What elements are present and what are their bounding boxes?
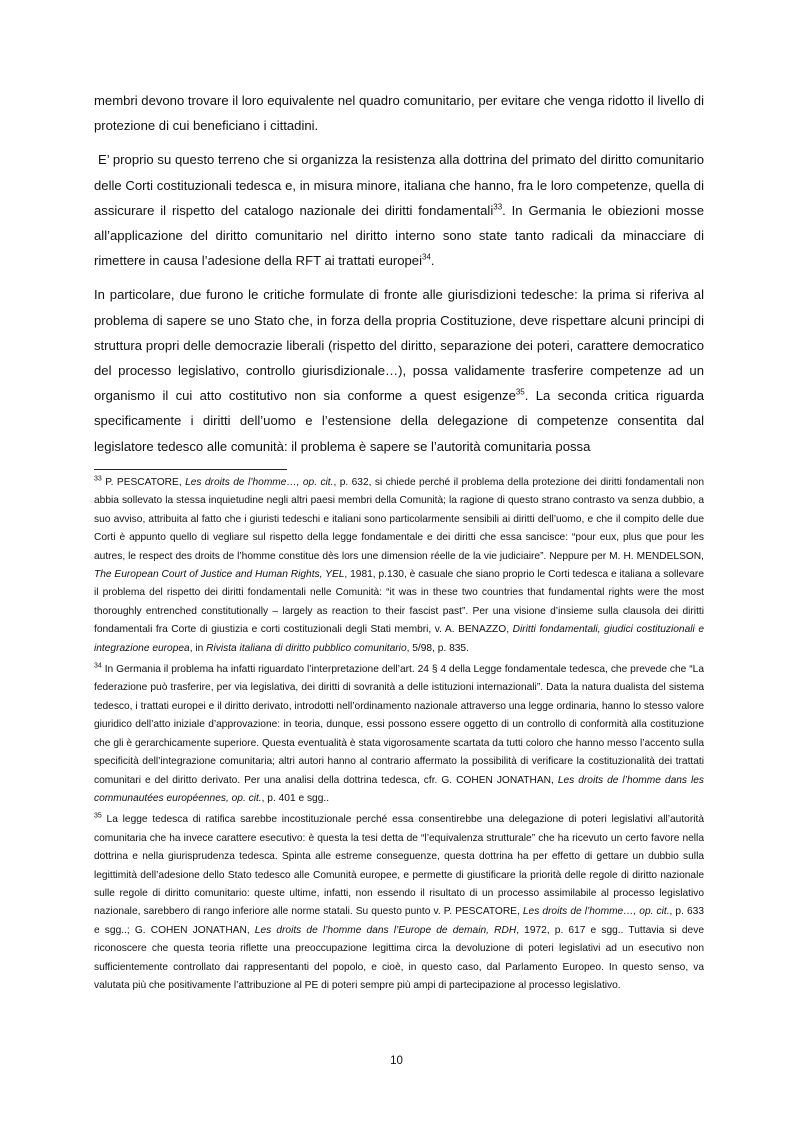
page-number: 10 — [390, 1055, 403, 1067]
footnotes — [94, 474, 704, 998]
footnote-34: $^{34}$ In Germania il problema ha infatti riguardato l’interpretazione dell’art. 24 § 4 della Legge fondamentale tedesca, che prevede che “La federazione può trasferire, per via legislativa, dei diritti di sovranità a delle istituzioni internazionali”. Data la natura dualista del sistema tedesco, i trattati europei e il diritto derivato, introdotti nell’ordinamento nazionale attraverso una legge ordinaria, hanno lo stesso valore giuridico dell’atto iniziale d’approvazione: in teoria, dunque, essi possono essere oggetto di un controllo di conformità alla costituzione che gli è gerarchicamente superiore. Questa eventualità è stata vigorosamente scartata da tutti coloro che hanno messo l’accento sulla specificità dell’integrazione comunitaria; altri autori hanno al contrario affermato la possibilità di verificare la costituzionalità dei trattati comunitari e del diritto derivato. Per una analisi della dottrina tedesca, cfr. G. COHEN JONATHAN, Les droits de l’homme dans les communautées européennes, op. cit., p. 401 e sgg.. — [94, 662, 704, 804]
footnote-ref-34[interactable]: 34 — [422, 252, 431, 262]
footnote-ref-33[interactable]: 33 — [493, 202, 503, 212]
paragraph-1: membri devono trovare il loro equivalente nel quadro comunitario, per evitare che venga ridotto il livello di protezione di cui beneficiano i cittadini. — [94, 93, 704, 134]
paragraph-3: In particolare, due furono le critiche formulate di fronte alle giurisdizioni tedesche: la prima si riferiva al problema di sapere se uno Stato che, in forza della propria Costituzione, deve rispettare alcuni principi di struttura propri delle democrazie liberali (rispetto del diritto, separazione dei poteri, carattere democratico del processo legislativo, controllo giurisdizionale…), possa validamente trasferire competenze ad un organismo il cui atto costitutivo non sia conforme a quest esigenze$^{35}$. La seconda critica riguarda specificamente i diritti dell’uomo e l’estensione della delegazione di competenze consentita dal legislatore tedesco alle comunità: il problema è sapere se l’autorità comunitaria possa — [94, 287, 704, 454]
paragraph-2: E’ proprio su questo terreno che si organizza la resistenza alla dottrina del primato del diritto comunitario delle Corti costituzionali tedesca e, in misura minore, italiana che hanno, fra le loro competenze, quella di assicurare il rispetto del catalogo nazionale dei diritti fondamentali$^{33}$. In Germania le obiezioni mosse all’applicazione del diritto comunitario nel diritto interno sono state tanto radicali da minacciare di rimettere in causa l’adesione della RFT ai trattati europei$^{34}$. — [94, 152, 704, 269]
footnote-33: $^{33}$ P. PESCATORE, Les droits de l’homme…, op. cit., p. 632, si chiede perché il problema della protezione dei diritti fondamentali non abbia sollevato la stessa inquietudine negli altri paesi membri della Comunità; la ragione di questo strano contrasto va senza dubbio, a suo avviso, attribuita al fatto che i giuristi tedeschi e italiani sono particolarmente sensibili ai diritti dell’uomo, e che il compito delle due Corti è appunto quello di vegliare sul rispetto della legge fondamentale e dei diritti che essa sancisce: “pour eux, plus que pour les autres, le respect des droits de l’homme constitue dès lors une dimension réelle de la vie judiciaire”. Neppure per M. H. MENDELSON, The European Court of Justice and Human Rights, YEL, 1981, p.130, è casuale che siano proprio le Corti tedesca e italiana a sollevare il problema del rispetto dei diritti fondamentali nelle Comunità: “it was in these two countries that fundamental rights were the most thoroughly entrenched constitutionally – largely as reaction to their fascist past”. Per una visione d’insieme sulla clausola dei diritti fondamentali fra Corte di giustizia e corti costituzionali degli Stati membri, v. A. BENAZZO, Diritti fondamentali, giudici costituzionali e integrazione europea, in Rivista italiana di diritto pubblico comunitario, 5/98, p. 835. — [94, 475, 705, 654]
footnote-separator — [94, 469, 287, 470]
footnote-35: $^{35}$ La legge tedesca di ratifica sarebbe incostituzionale perché essa consentirebbe una delegazione di poteri legislativi all’autorità comunitaria che ha invece carattere esecutivo: è questa la tesi detta de “l’equivalenza strutturale” che ha ricevuto un certo favore nella dottrina e nella giurisprudenza tedesca. Spinta alle estreme conseguenze, questa dottrina ha per effetto di gettare un dubbio sulla legittimità dell’adesione dello Stato tedesco alle Comunità europee, e permette di giustificare la priorità delle regole di diritto nazionale sulle regole di diritto comunitario: queste ultime, infatti, non essendo il risultato di un processo assimilabile al processo legislativo nazionale, sarebbero di rango inferiore alle norme statali. Su questo punto v. P. PESCATORE, Les droits de l’homme…, op. cit., p. 633 e sgg..; G. COHEN JONATHAN, Les droits de l’homme dans l’Europe de demain, RDH, 1972, p. 617 e sgg.. Tuttavia si deve riconoscere che questa teoria riflette una preoccupazione legittima circa la devoluzione di poteri legislativi ad un esecutivo non sufficientemente controllato dai rappresentanti del popolo, e cioè, in questo caso, dal Parlamento Europeo. In questo senso, va valutata più che positivamente l’attribuzione al PE di poteri sempre più ampi di partecipazione al processo legislativo. — [94, 812, 704, 991]
footnote-ref-35[interactable]: 35 — [515, 387, 525, 397]
main-text — [94, 88, 704, 468]
